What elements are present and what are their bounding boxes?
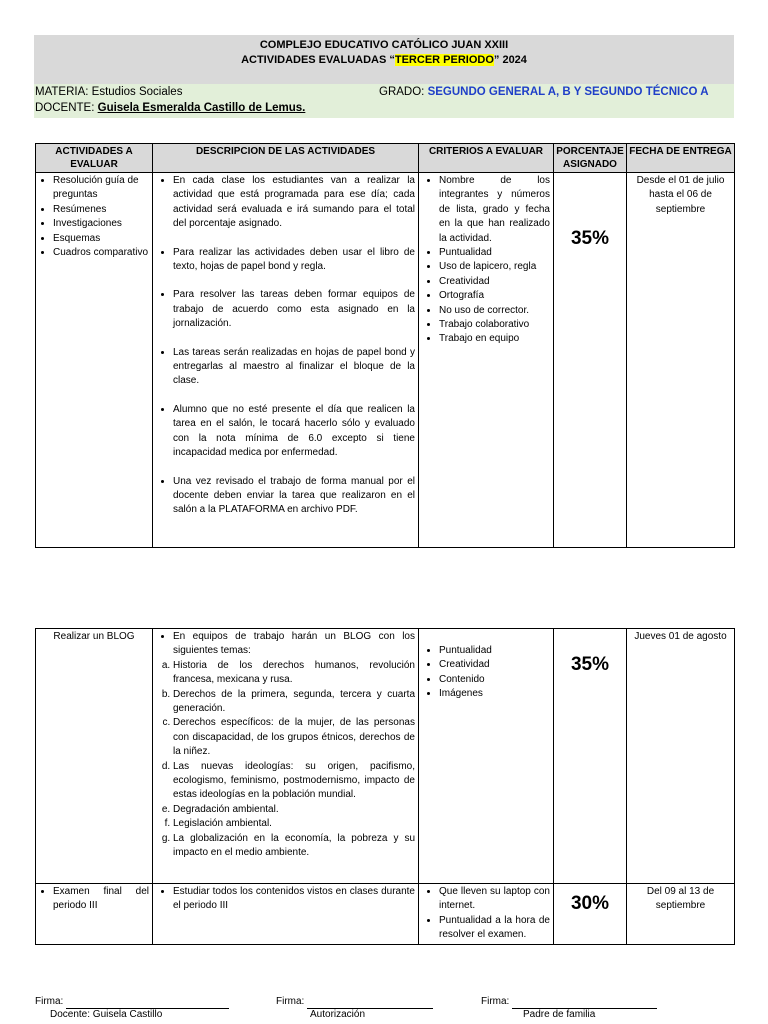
topic-item: a. Historia de los derechos humanos, revolución francesa, mexicana y rusa.	[173, 659, 415, 688]
materia-value: Estudios Sociales	[91, 86, 183, 98]
description-cell	[153, 173, 419, 548]
due-date-cell: Jueves 01 de agosto	[627, 629, 735, 884]
list-item: • Nombre de los integrantes y números de lista, grado y fecha en la que han realizado la actividad.	[439, 174, 550, 246]
subtitle-suffix: ” 2024	[493, 54, 527, 66]
firma-label: Firma:	[35, 996, 64, 1007]
docente-line	[35, 101, 305, 117]
topic-item: e. Degradación ambiental.	[173, 803, 415, 817]
list-item: • Trabajo colaborativo	[439, 318, 550, 332]
signature-autorizacion-caption: Autorización	[310, 1009, 366, 1020]
list-item	[173, 630, 415, 861]
list-item: • Que lleven su laptop con internet.	[439, 885, 550, 914]
list-item: • Cuadros comparativo	[53, 246, 149, 260]
list-item: • Imágenes	[439, 687, 550, 701]
blog-intro: En equipos de trabajo harán un BLOG con los siguientes temas:	[173, 631, 415, 657]
signature-docente-caption: Docente: Guisela Castillo	[50, 1009, 163, 1020]
list-item: • Esquemas	[53, 232, 149, 246]
header-description: DESCRIPCION DE LAS ACTIVIDADES	[153, 144, 419, 173]
list-item: • Uso de lapicero, regla	[439, 260, 550, 274]
percentage-value: 35%	[570, 654, 610, 675]
table-header-row	[36, 144, 735, 173]
activities-cell: Realizar un BLOG	[36, 629, 153, 884]
firma-label: Firma:	[276, 996, 305, 1007]
list-item: • Puntualidad a la hora de resolver el examen.	[439, 914, 550, 943]
percentage-cell	[554, 173, 627, 548]
list-item: • Puntualidad	[439, 246, 550, 260]
list-item: • Creatividad	[439, 658, 550, 672]
activities-cell	[36, 884, 153, 945]
table-row	[36, 629, 735, 884]
header-activities: ACTIVIDADES A EVALUAR	[36, 144, 153, 173]
list-item: • Una vez revisado el trabajo de forma manual por el docente deben enviar la tarea que realizaron en el salón a la PLATAFORMA en archivo PDF.	[173, 475, 415, 518]
subtitle-prefix: ACTIVIDADES EVALUADAS “	[241, 54, 395, 66]
signature-padre	[481, 995, 657, 1009]
percentage-value: 35%	[570, 228, 610, 249]
criteria-cell	[419, 629, 554, 884]
topic-item: c. Derechos específicos: de la mujer, de las personas con discapacidad, de los grupos étnicos, derechos de la niñez.	[173, 716, 415, 759]
materia-line	[35, 85, 182, 101]
list-item: • Resúmenes	[53, 203, 149, 217]
list-item: • Para resolver las tareas deben formar equipos de trabajo de acuerdo como esta asignado en la jornalización.	[173, 288, 415, 331]
list-item: • Para realizar las actividades deben usar el libro de texto, hojas de papel bond y regla.	[173, 246, 415, 275]
topic-item: b. Derechos de la primera, segunda, tercera y cuarta generación.	[173, 688, 415, 717]
list-item: • Creatividad	[439, 275, 550, 289]
percentage-cell	[554, 629, 627, 884]
list-item: • Alumno que no esté presente el día que realicen la tarea en el salón, le tocará hacerlo sólo y evaluado con la nota mínima de 6.0 excepto si tiene incapacidad medica por enfermedad.	[173, 403, 415, 461]
firma-label: Firma:	[481, 996, 510, 1007]
description-cell	[153, 629, 419, 884]
description-cell	[153, 884, 419, 945]
grado-value: SEGUNDO GENERAL A, B Y SEGUNDO TÉCNICO A	[427, 86, 709, 98]
list-item: • Resolución guía de preguntas	[53, 174, 149, 203]
list-item: • En cada clase los estudiantes van a realizar la actividad que está programada para ese día; cada actividad será evaluada e irá sumando para el total del porcentaje asignado.	[173, 174, 415, 232]
list-item: • Las tareas serán realizadas en hojas de papel bond y entregarlas al maestro al finalizar el bloque de la clase.	[173, 346, 415, 389]
list-item: • Examen final del periodo III	[53, 885, 149, 914]
criteria-cell	[419, 884, 554, 945]
materia-label: MATERIA:	[35, 86, 89, 98]
signature-autorizacion	[276, 995, 433, 1009]
list-item: • Contenido	[439, 673, 550, 687]
list-item: • Investigaciones	[53, 217, 149, 231]
activities-table-continued	[35, 628, 735, 945]
due-date-cell: Del 09 al 13 de septiembre	[627, 884, 735, 945]
header-due-date: FECHA DE ENTREGA	[627, 144, 735, 173]
signature-padre-caption: Padre de familia	[523, 1009, 596, 1020]
criteria-cell	[419, 173, 554, 548]
list-item: • Puntualidad	[439, 644, 550, 658]
topic-item: g. La globalización en la economía, la pobreza y su impacto en el medio ambiente.	[173, 832, 415, 861]
course-info	[34, 84, 734, 118]
list-item: • Estudiar todos los contenidos vistos en clases durante el periodo III	[173, 885, 415, 914]
header-criteria: CRITERIOS A EVALUAR	[419, 144, 554, 173]
grado-line	[379, 85, 709, 101]
docente-value: Guisela Esmeralda Castillo de Lemus.	[97, 102, 306, 114]
grado-label: GRADO:	[379, 86, 425, 98]
percentage-cell	[554, 884, 627, 945]
topic-item: d. Las nuevas ideologías: su origen, pacifismo, ecologismo, feminismo, postmodernismo, impacto de estas ideologías en la población mundial.	[173, 760, 415, 803]
document-subtitle	[34, 53, 734, 68]
activities-table	[35, 143, 735, 548]
table-row	[36, 884, 735, 945]
school-name: COMPLEJO EDUCATIVO CATÓLICO JUAN XXIII	[259, 39, 509, 51]
topic-item: f. Legislación ambiental.	[173, 817, 415, 831]
list-item: • Ortografía	[439, 289, 550, 303]
percentage-value: 30%	[570, 893, 610, 914]
period-highlight: TERCER PERIODO	[394, 54, 494, 66]
activities-cell	[36, 173, 153, 548]
list-item: • Trabajo en equipo	[439, 332, 550, 346]
signature-docente	[35, 995, 229, 1009]
list-item: • No uso de corrector.	[439, 304, 550, 318]
docente-label: DOCENTE:	[35, 102, 95, 114]
document-header	[34, 35, 734, 84]
due-date-cell: Desde el 01 de julio hasta el 06 de septiembre	[627, 173, 735, 548]
table-row	[36, 173, 735, 548]
header-percentage: PORCENTAJE ASIGNADO	[554, 144, 627, 173]
